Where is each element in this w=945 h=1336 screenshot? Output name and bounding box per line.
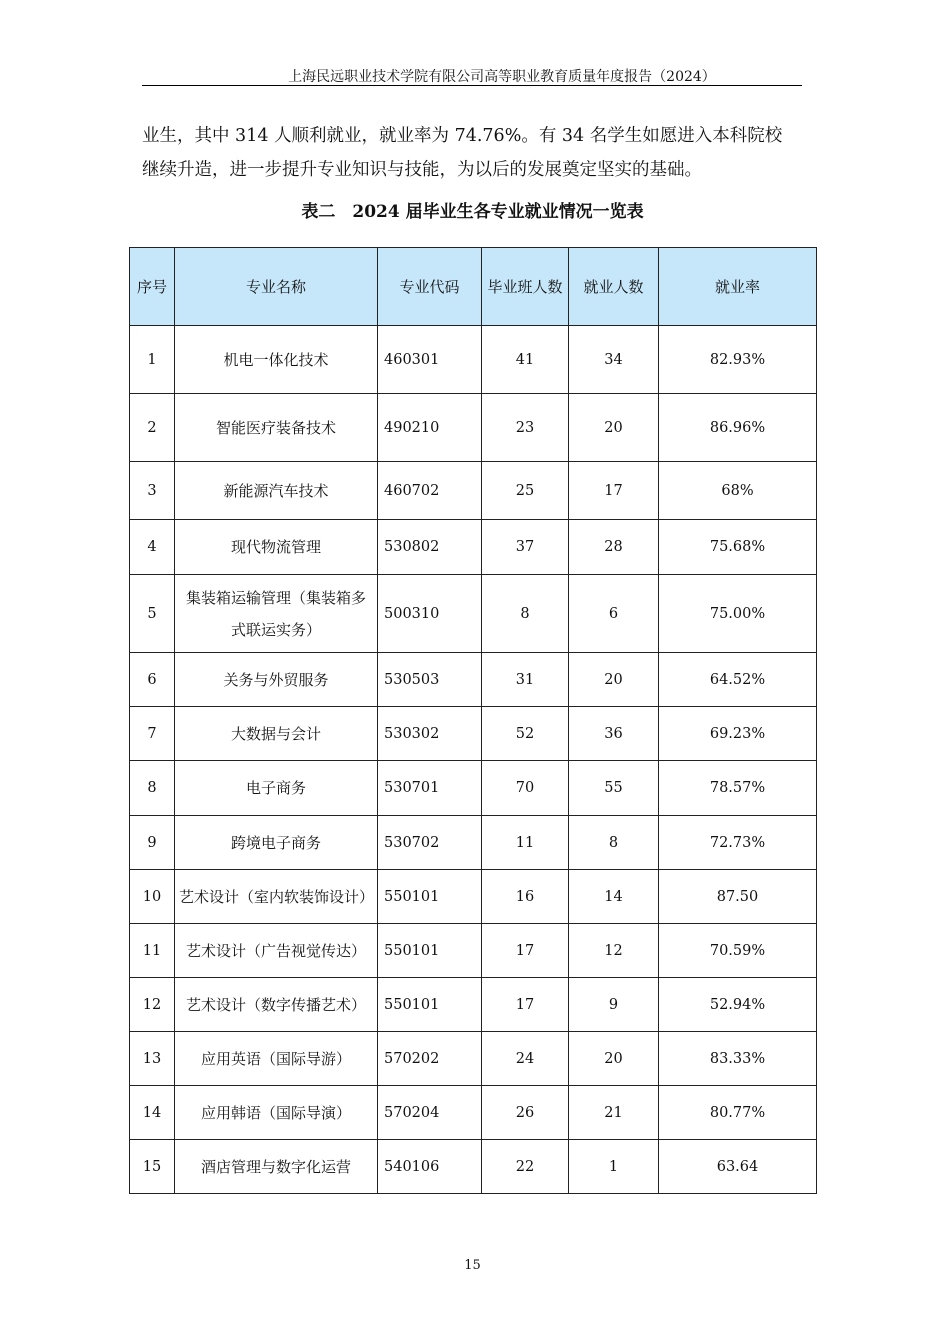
table-row	[130, 653, 817, 707]
graduates-count: 11	[482, 816, 569, 870]
employed-count: 14	[569, 870, 659, 924]
column-header: 就业人数	[569, 248, 659, 326]
row-index: 12	[130, 978, 175, 1032]
row-index: 5	[130, 575, 175, 653]
employment-rate: 52.94%	[659, 978, 817, 1032]
table-row	[130, 924, 817, 978]
header-rule	[142, 85, 802, 86]
row-index: 10	[130, 870, 175, 924]
employment-rate: 69.23%	[659, 707, 817, 761]
table-row	[130, 394, 817, 462]
employed-count: 12	[569, 924, 659, 978]
major-code: 500310	[378, 575, 482, 653]
major-name: 集装箱运输管理（集装箱多式联运实务）	[175, 575, 378, 653]
employed-count: 21	[569, 1086, 659, 1140]
table-row	[130, 1086, 817, 1140]
major-name: 智能医疗装备技术	[175, 394, 378, 462]
major-name: 电子商务	[175, 761, 378, 816]
employment-table	[129, 247, 817, 1194]
major-code: 530702	[378, 816, 482, 870]
graduates-count: 22	[482, 1140, 569, 1194]
major-code: 530503	[378, 653, 482, 707]
major-name: 大数据与会计	[175, 707, 378, 761]
row-index: 14	[130, 1086, 175, 1140]
table-row	[130, 761, 817, 816]
column-header: 专业名称	[175, 248, 378, 326]
major-code: 460301	[378, 326, 482, 394]
graduates-count: 26	[482, 1086, 569, 1140]
graduates-count: 70	[482, 761, 569, 816]
column-header: 就业率	[659, 248, 817, 326]
major-name: 机电一体化技术	[175, 326, 378, 394]
row-index: 13	[130, 1032, 175, 1086]
running-header: 上海民远职业技术学院有限公司高等职业教育质量年度报告（2024）	[288, 69, 716, 85]
major-name: 应用英语（国际导游）	[175, 1032, 378, 1086]
employed-count: 36	[569, 707, 659, 761]
table-row	[130, 978, 817, 1032]
major-code: 570204	[378, 1086, 482, 1140]
graduates-count: 23	[482, 394, 569, 462]
major-code: 550101	[378, 978, 482, 1032]
major-code: 550101	[378, 870, 482, 924]
major-name: 艺术设计（数字传播艺术）	[175, 978, 378, 1032]
major-name: 跨境电子商务	[175, 816, 378, 870]
employment-rate: 75.68%	[659, 520, 817, 575]
table-title: 表二 2024 届毕业生各专业就业情况一览表	[301, 202, 644, 222]
major-code: 570202	[378, 1032, 482, 1086]
employment-rate: 68%	[659, 462, 817, 520]
row-index: 11	[130, 924, 175, 978]
table-row	[130, 575, 817, 653]
major-code: 550101	[378, 924, 482, 978]
page-number: 15	[464, 1258, 481, 1273]
major-code: 530802	[378, 520, 482, 575]
employed-count: 28	[569, 520, 659, 575]
table-row	[130, 1140, 817, 1194]
major-name: 现代物流管理	[175, 520, 378, 575]
row-index: 9	[130, 816, 175, 870]
graduates-count: 31	[482, 653, 569, 707]
major-name: 艺术设计（室内软装饰设计）	[175, 870, 378, 924]
major-code: 460702	[378, 462, 482, 520]
row-index: 4	[130, 520, 175, 575]
major-name: 关务与外贸服务	[175, 653, 378, 707]
table-row	[130, 707, 817, 761]
graduates-count: 52	[482, 707, 569, 761]
row-index: 2	[130, 394, 175, 462]
employment-rate: 75.00%	[659, 575, 817, 653]
table-row	[130, 462, 817, 520]
employed-count: 1	[569, 1140, 659, 1194]
employment-rate: 86.96%	[659, 394, 817, 462]
employment-rate: 70.59%	[659, 924, 817, 978]
employment-rate: 83.33%	[659, 1032, 817, 1086]
table-row	[130, 816, 817, 870]
major-name: 艺术设计（广告视觉传达）	[175, 924, 378, 978]
employed-count: 6	[569, 575, 659, 653]
table-row	[130, 1032, 817, 1086]
employed-count: 20	[569, 394, 659, 462]
graduates-count: 17	[482, 924, 569, 978]
employment-rate: 80.77%	[659, 1086, 817, 1140]
column-header: 序号	[130, 248, 175, 326]
row-index: 15	[130, 1140, 175, 1194]
employed-count: 8	[569, 816, 659, 870]
paragraph-line-1: 业生，其中 314 人顺利就业，就业率为 74.76%。有 34 名学生如愿进入本科院校	[142, 126, 783, 146]
major-name: 新能源汽车技术	[175, 462, 378, 520]
column-header: 毕业班人数	[482, 248, 569, 326]
employment-rate: 78.57%	[659, 761, 817, 816]
column-header: 专业代码	[378, 248, 482, 326]
graduates-count: 24	[482, 1032, 569, 1086]
employment-rate: 87.50	[659, 870, 817, 924]
graduates-count: 8	[482, 575, 569, 653]
major-code: 540106	[378, 1140, 482, 1194]
major-code: 490210	[378, 394, 482, 462]
graduates-count: 41	[482, 326, 569, 394]
table-row	[130, 520, 817, 575]
employed-count: 34	[569, 326, 659, 394]
employment-rate: 82.93%	[659, 326, 817, 394]
employment-rate: 64.52%	[659, 653, 817, 707]
employment-rate: 63.64	[659, 1140, 817, 1194]
table-row	[130, 870, 817, 924]
paragraph-line-2: 继续升造，进一步提升专业知识与技能，为以后的发展奠定坚实的基础。	[142, 160, 702, 180]
row-index: 6	[130, 653, 175, 707]
graduates-count: 16	[482, 870, 569, 924]
row-index: 1	[130, 326, 175, 394]
graduates-count: 37	[482, 520, 569, 575]
graduates-count: 25	[482, 462, 569, 520]
row-index: 7	[130, 707, 175, 761]
employed-count: 55	[569, 761, 659, 816]
employed-count: 20	[569, 653, 659, 707]
major-code: 530302	[378, 707, 482, 761]
major-code: 530701	[378, 761, 482, 816]
row-index: 8	[130, 761, 175, 816]
major-name: 酒店管理与数字化运营	[175, 1140, 378, 1194]
employed-count: 20	[569, 1032, 659, 1086]
graduates-count: 17	[482, 978, 569, 1032]
employed-count: 17	[569, 462, 659, 520]
employed-count: 9	[569, 978, 659, 1032]
row-index: 3	[130, 462, 175, 520]
major-name: 应用韩语（国际导演）	[175, 1086, 378, 1140]
employment-rate: 72.73%	[659, 816, 817, 870]
table-row	[130, 326, 817, 394]
